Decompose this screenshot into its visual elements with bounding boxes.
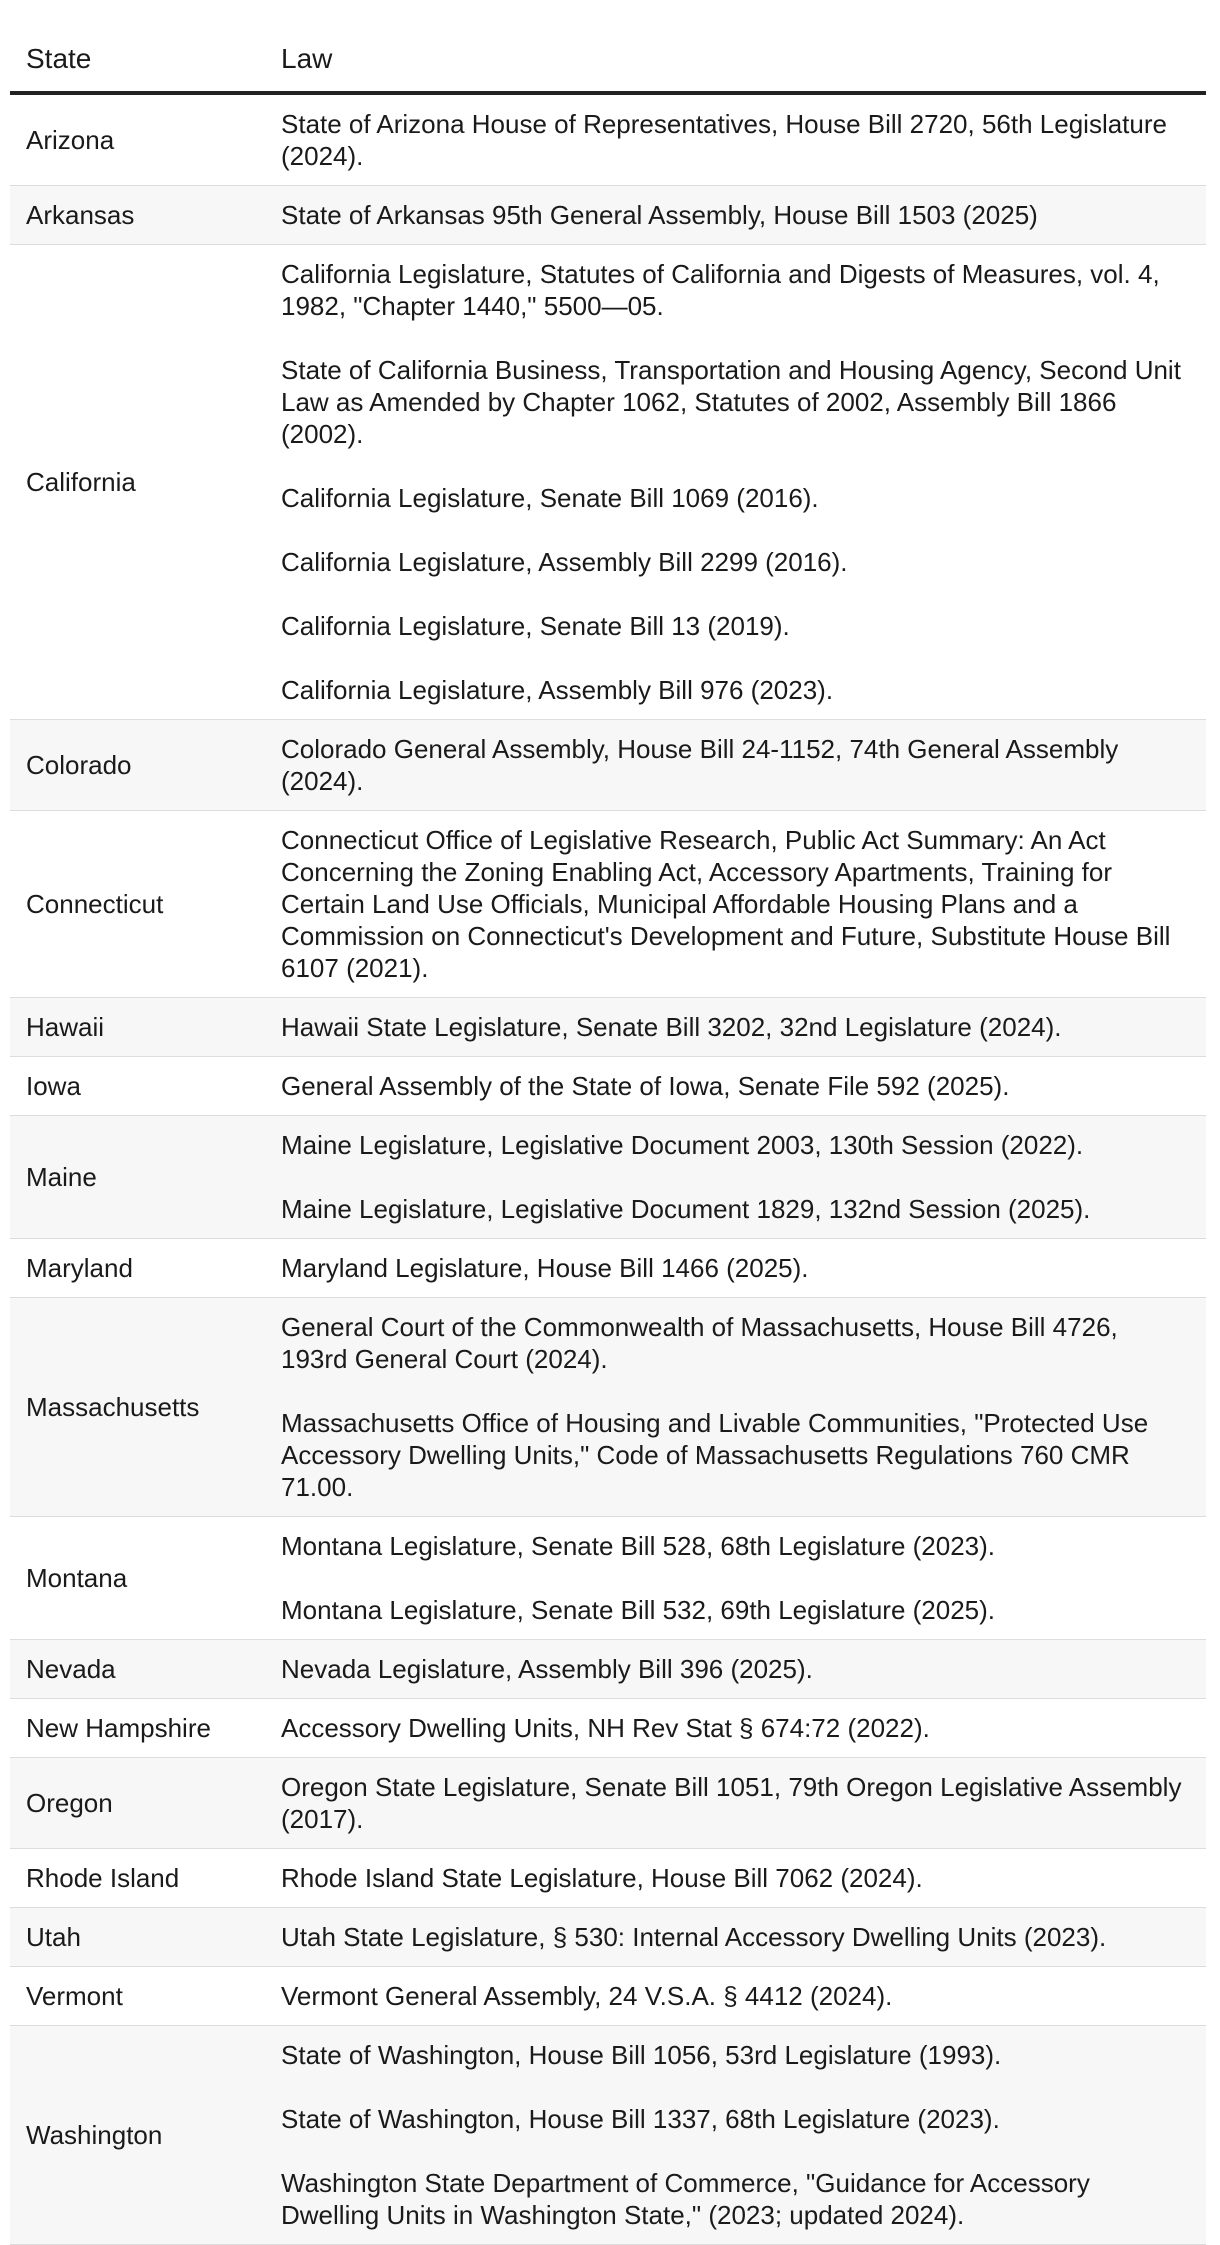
table-row bbox=[10, 811, 1206, 998]
law-cell bbox=[265, 1849, 1206, 1908]
law-citation: State of Washington, House Bill 1337, 68th Legislature (2023). bbox=[281, 2104, 1000, 2134]
header-state: State bbox=[10, 35, 265, 93]
state-cell: Maine bbox=[10, 1116, 265, 1239]
table-row bbox=[10, 1239, 1206, 1298]
law-cell bbox=[265, 1517, 1206, 1640]
state-cell: Oregon bbox=[10, 1758, 265, 1849]
law-cell bbox=[265, 720, 1206, 811]
table-row bbox=[10, 245, 1206, 720]
law-citation: Connecticut Office of Legislative Research, Public Act Summary: An Act Concerning the Zoning Enabling Act, Accessory Apartments, Training for Certain Land Use Officials, Municipal Affordable Housing Plans and a Commission on Connecticut's Development and Future, Substitute House Bill 6107 (2021). bbox=[281, 825, 1171, 983]
law-citation: Nevada Legislature, Assembly Bill 396 (2025). bbox=[281, 1654, 813, 1684]
state-cell: Arkansas bbox=[10, 186, 265, 245]
state-cell: Connecticut bbox=[10, 811, 265, 998]
state-cell: Vermont bbox=[10, 1967, 265, 2026]
law-cell bbox=[265, 1239, 1206, 1298]
law-cell bbox=[265, 245, 1206, 720]
state-law-table bbox=[10, 35, 1206, 2245]
law-cell bbox=[265, 1699, 1206, 1758]
state-cell: Iowa bbox=[10, 1057, 265, 1116]
law-citation: General Assembly of the State of Iowa, Senate File 592 (2025). bbox=[281, 1071, 1010, 1101]
table-row bbox=[10, 2026, 1206, 2245]
state-cell: Nevada bbox=[10, 1640, 265, 1699]
law-cell bbox=[265, 93, 1206, 186]
law-citation: State of California Business, Transportation and Housing Agency, Second Unit Law as Amended by Chapter 1062, Statutes of 2002, Assembly Bill 1866 (2002). bbox=[281, 355, 1181, 449]
law-citation: California Legislature, Assembly Bill 2299 (2016). bbox=[281, 547, 848, 577]
law-citation: California Legislature, Assembly Bill 976 (2023). bbox=[281, 675, 834, 705]
table-row bbox=[10, 1849, 1206, 1908]
state-cell: Arizona bbox=[10, 93, 265, 186]
law-citation: Rhode Island State Legislature, House Bill 7062 (2024). bbox=[281, 1863, 923, 1893]
law-cell bbox=[265, 2026, 1206, 2245]
table-body bbox=[10, 93, 1206, 2245]
state-cell: Utah bbox=[10, 1908, 265, 1967]
table-row bbox=[10, 186, 1206, 245]
state-cell: Massachusetts bbox=[10, 1298, 265, 1517]
law-citation: Massachusetts Office of Housing and Livable Communities, "Protected Use Accessory Dwelling Units," Code of Massachusetts Regulations 760 CMR 71.00. bbox=[281, 1408, 1149, 1502]
state-cell: Montana bbox=[10, 1517, 265, 1640]
table-row bbox=[10, 1116, 1206, 1239]
state-cell: New Hampshire bbox=[10, 1699, 265, 1758]
table-row bbox=[10, 998, 1206, 1057]
state-cell: Hawaii bbox=[10, 998, 265, 1057]
state-cell: Maryland bbox=[10, 1239, 265, 1298]
law-citation: General Court of the Commonwealth of Massachusetts, House Bill 4726, 193rd General Court (2024). bbox=[281, 1312, 1118, 1374]
table-row bbox=[10, 1699, 1206, 1758]
law-cell bbox=[265, 1908, 1206, 1967]
law-citation: State of Washington, House Bill 1056, 53rd Legislature (1993). bbox=[281, 2040, 1002, 2070]
law-cell bbox=[265, 1057, 1206, 1116]
law-citation: Maryland Legislature, House Bill 1466 (2025). bbox=[281, 1253, 809, 1283]
header-row bbox=[10, 35, 1206, 93]
law-cell bbox=[265, 998, 1206, 1057]
law-citation: Maine Legislature, Legislative Document 2003, 130th Session (2022). bbox=[281, 1130, 1084, 1160]
law-citation: Colorado General Assembly, House Bill 24-1152, 74th General Assembly (2024). bbox=[281, 734, 1119, 796]
table-row bbox=[10, 1517, 1206, 1640]
law-citation: California Legislature, Senate Bill 1069 (2016). bbox=[281, 483, 819, 513]
state-cell: Washington bbox=[10, 2026, 265, 2245]
law-cell bbox=[265, 1640, 1206, 1699]
law-cell bbox=[265, 1116, 1206, 1239]
state-cell: Colorado bbox=[10, 720, 265, 811]
state-cell: California bbox=[10, 245, 265, 720]
law-cell bbox=[265, 811, 1206, 998]
law-citation: Utah State Legislature, § 530: Internal Accessory Dwelling Units (2023). bbox=[281, 1922, 1107, 1952]
law-citation: Hawaii State Legislature, Senate Bill 3202, 32nd Legislature (2024). bbox=[281, 1012, 1062, 1042]
law-cell bbox=[265, 1758, 1206, 1849]
header-law: Law bbox=[265, 35, 1206, 93]
law-citation: Washington State Department of Commerce, "Guidance for Accessory Dwelling Units in Washington State," (2023; updated 2024). bbox=[281, 2168, 1090, 2230]
law-citation: California Legislature, Statutes of California and Digests of Measures, vol. 4, 1982, "Chapter 1440," 5500—05. bbox=[281, 259, 1160, 321]
law-citation: Accessory Dwelling Units, NH Rev Stat § 674:72 (2022). bbox=[281, 1713, 930, 1743]
law-citation: Vermont General Assembly, 24 V.S.A. § 4412 (2024). bbox=[281, 1981, 893, 2011]
table-row bbox=[10, 1758, 1206, 1849]
law-citation: Maine Legislature, Legislative Document 1829, 132nd Session (2025). bbox=[281, 1194, 1091, 1224]
table-row bbox=[10, 1298, 1206, 1517]
table-row bbox=[10, 720, 1206, 811]
table-row bbox=[10, 1640, 1206, 1699]
table-header bbox=[10, 35, 1206, 93]
table-row bbox=[10, 93, 1206, 186]
law-cell bbox=[265, 1298, 1206, 1517]
law-citation: State of Arkansas 95th General Assembly, House Bill 1503 (2025) bbox=[281, 200, 1038, 230]
table-row bbox=[10, 1908, 1206, 1967]
law-citation: Montana Legislature, Senate Bill 532, 69th Legislature (2025). bbox=[281, 1595, 996, 1625]
law-cell bbox=[265, 1967, 1206, 2026]
law-citation: Montana Legislature, Senate Bill 528, 68th Legislature (2023). bbox=[281, 1531, 996, 1561]
law-citation: California Legislature, Senate Bill 13 (2019). bbox=[281, 611, 790, 641]
table-row bbox=[10, 1967, 1206, 2026]
law-citation: State of Arizona House of Representatives, House Bill 2720, 56th Legislature (2024). bbox=[281, 109, 1167, 171]
law-citation: Oregon State Legislature, Senate Bill 1051, 79th Oregon Legislative Assembly (2017). bbox=[281, 1772, 1182, 1834]
law-cell bbox=[265, 186, 1206, 245]
table-row bbox=[10, 1057, 1206, 1116]
state-cell: Rhode Island bbox=[10, 1849, 265, 1908]
